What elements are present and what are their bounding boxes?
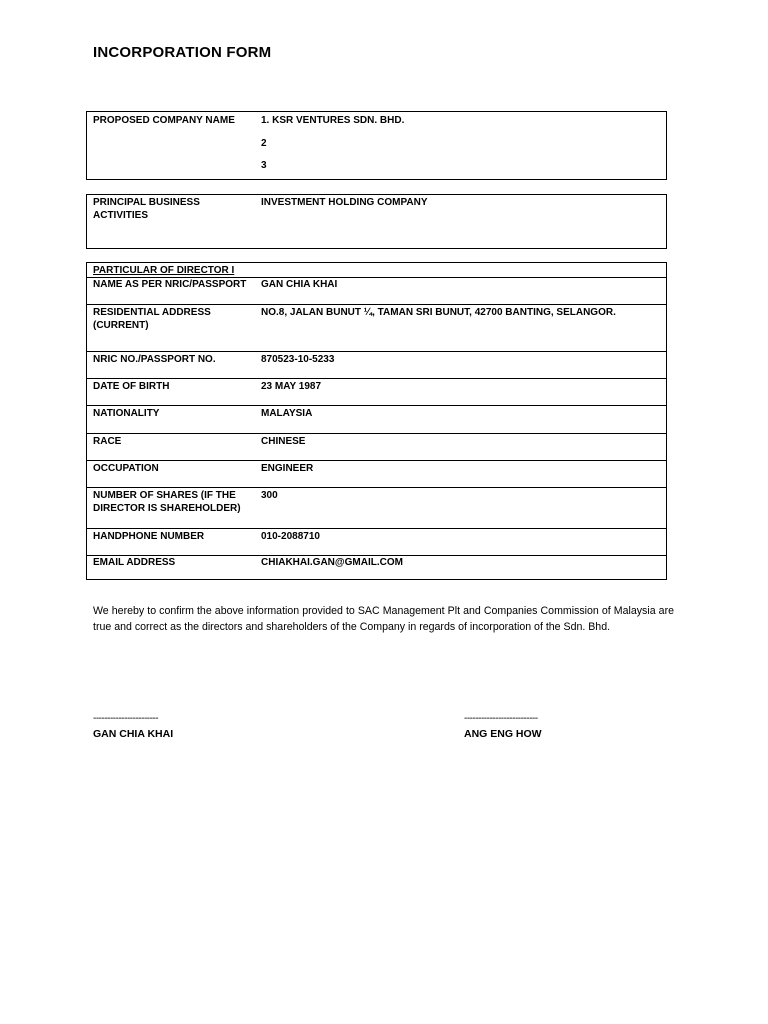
company-name-box — [86, 111, 667, 180]
row-label: DATE OF BIRTH — [93, 381, 170, 392]
declaration-text: We hereby to confirm the above information provided to SAC Management Plt and Companies Commission of Malaysia are true and correct as the directors and shareholders of the Company in regards of incorporation of the Sdn. Bhd. — [93, 605, 674, 633]
table-row — [87, 460, 666, 488]
row-value: 23 MAY 1987 — [261, 381, 322, 392]
business-label-line2: ACTIVITIES — [93, 210, 149, 221]
row-label: HANDPHONE NUMBER — [93, 531, 205, 542]
row-value: 300 — [261, 490, 278, 501]
row-label: NATIONALITY — [93, 408, 160, 419]
table-row — [87, 405, 666, 434]
director-section-title: PARTICULAR OF DIRECTOR I — [93, 265, 235, 276]
business-label-line1: PRINCIPAL BUSINESS — [93, 197, 200, 208]
row-value: 010-2088710 — [261, 531, 320, 542]
form-title: INCORPORATION FORM — [93, 44, 272, 61]
table-row — [87, 528, 666, 556]
row-value: GAN CHIA KHAI — [261, 279, 338, 290]
row-value: 870523-10-5233 — [261, 354, 335, 365]
signature-name-left: GAN CHIA KHAI — [93, 728, 174, 740]
row-label: (CURRENT) — [93, 320, 149, 331]
company-name-1: 1. KSR VENTURES SDN. BHD. — [261, 115, 405, 126]
row-label: NUMBER OF SHARES (IF THE — [93, 490, 236, 501]
row-label: RACE — [93, 436, 122, 447]
signature-line-left: ----------------------- — [93, 713, 159, 724]
table-row — [87, 277, 666, 305]
row-value: ENGINEER — [261, 463, 314, 474]
row-label: RESIDENTIAL ADDRESS — [93, 307, 211, 318]
row-value: MALAYSIA — [261, 408, 313, 419]
row-label: NAME AS PER NRIC/PASSPORT — [93, 279, 247, 290]
director-section-row — [87, 263, 666, 277]
table-row — [87, 304, 666, 352]
company-name-3: 3 — [261, 160, 267, 171]
table-row — [87, 378, 666, 406]
table-row — [87, 487, 666, 529]
row-label: OCCUPATION — [93, 463, 159, 474]
table-row — [87, 351, 666, 379]
row-value: CHIAKHAI.GAN@GMAIL.COM — [261, 557, 403, 568]
director-table — [86, 262, 667, 580]
row-value: NO.8, JALAN BUNUT ¼, TAMAN SRI BUNUT, 42700 BANTING, SELANGOR. — [261, 307, 616, 318]
signature-line-right: -------------------------- — [464, 713, 538, 724]
row-label: EMAIL ADDRESS — [93, 557, 176, 568]
table-row — [87, 555, 666, 580]
row-label: NRIC NO./PASSPORT NO. — [93, 354, 216, 365]
row-value: CHINESE — [261, 436, 306, 447]
company-name-2: 2 — [261, 138, 267, 149]
company-name-label: PROPOSED COMPANY NAME — [93, 115, 235, 126]
business-box — [86, 194, 667, 249]
business-value: INVESTMENT HOLDING COMPANY — [261, 197, 428, 208]
row-label: DIRECTOR IS SHAREHOLDER) — [93, 503, 241, 514]
signature-name-right: ANG ENG HOW — [464, 728, 542, 740]
table-row — [87, 433, 666, 461]
